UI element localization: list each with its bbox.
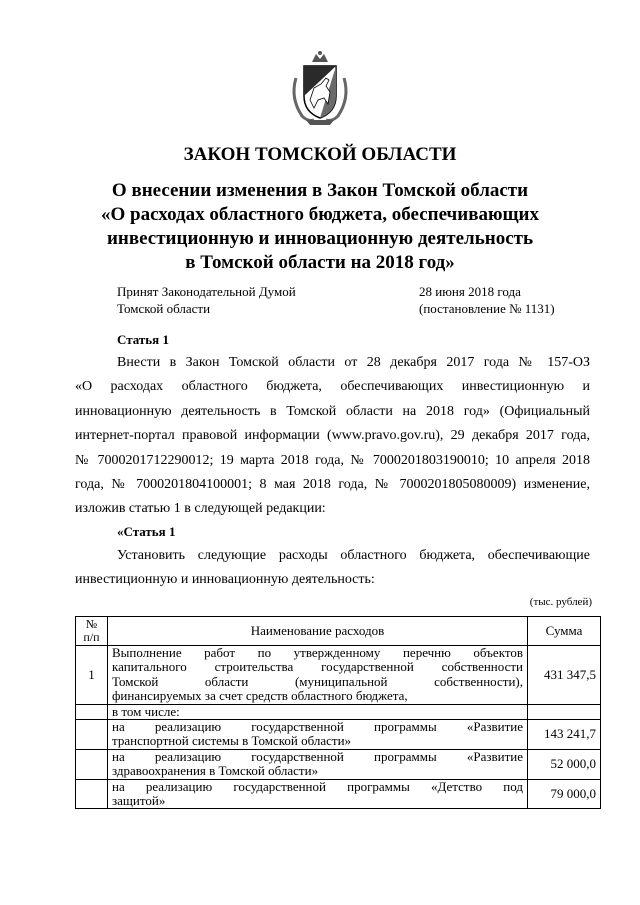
row-sum — [528, 704, 601, 719]
law-subtitle-line: в Томской области на 2018 год» — [185, 252, 455, 273]
row-name — [108, 720, 528, 750]
article-line: «О расходах областного бюджета, обеспечивающих инвестиционную и — [75, 379, 590, 395]
row-number — [76, 749, 108, 779]
row-number — [76, 720, 108, 750]
row-name-line: защитой» — [112, 793, 166, 809]
row-name-line: капитального строительства государственной собственности — [112, 659, 523, 675]
column-header-sum: Сумма — [528, 617, 601, 646]
row-name-line: Томской области (муниципальной собственности), — [112, 673, 523, 689]
adopted-by — [117, 283, 296, 317]
quoted-article-body — [75, 544, 590, 593]
law-subtitle — [96, 179, 544, 275]
article-line: года, № 7000201804100001; 8 мая 2018 года, № 7000201805080009) изменение, — [75, 477, 590, 493]
quoted-article-line: Установить следующие расходы областного бюджета, обеспечивающие — [117, 548, 590, 563]
row-sum: 79 000,0 — [528, 779, 601, 809]
table-row — [76, 704, 601, 719]
row-name-line: на реализацию государственной программы «Развитие — [112, 748, 523, 764]
row-sum: 52 000,0 — [528, 749, 601, 779]
row-name-line: в том числе: — [112, 703, 180, 719]
row-number: 1 — [76, 646, 108, 705]
row-name-line: на реализацию государственной программы «Детство под — [112, 778, 523, 794]
law-subtitle-line: О внесении изменения в Закон Томской области — [111, 180, 529, 201]
table-row — [76, 646, 601, 705]
adoption-date-line: 28 июня 2018 года — [419, 284, 521, 299]
column-header-number: № п/п — [76, 617, 108, 646]
expenses-table — [75, 616, 601, 809]
article-body — [75, 351, 590, 522]
adoption-resolution-line: (постановление № 1131) — [419, 301, 555, 316]
law-subtitle-line: «О расходах областного бюджета, обеспечивающих — [101, 204, 539, 225]
table-row — [76, 749, 601, 779]
row-name — [108, 646, 528, 705]
row-number — [76, 779, 108, 809]
adopted-by-line: Томской области — [117, 301, 211, 316]
row-name-line: финансируемых за счет средств областного бюджета, — [112, 688, 408, 704]
row-name-line: Выполнение работ по утвержденному перечню объектов — [112, 645, 523, 660]
quoted-article-heading: «Статья 1 — [117, 524, 176, 539]
law-title: ЗАКОН ТОМСКОЙ ОБЛАСТИ — [183, 144, 457, 165]
adoption-date — [419, 283, 555, 317]
law-subtitle-line: инвестиционную и инновационную деятельность — [106, 228, 534, 249]
coat-of-arms-emblem — [288, 48, 352, 128]
table-row — [76, 720, 601, 750]
row-sum: 431 347,5 — [528, 646, 601, 705]
row-name — [108, 704, 528, 719]
quoted-article-line: инвестиционную и инновационную деятельность: — [75, 572, 375, 588]
article-heading: Статья 1 — [117, 332, 169, 347]
article-line: № 7000201712290012; 19 марта 2018 года, № 7000201803190010; 10 апреля 2018 — [75, 452, 590, 468]
article-line: интернет-портал правовой информации (www.pravo.gov.ru), 29 декабря 2017 года, — [75, 428, 590, 444]
article-line: Внести в Закон Томской области от 28 декабря 2017 года № 157-ОЗ — [117, 355, 590, 370]
row-name — [108, 749, 528, 779]
article-line: изложив статью 1 в следующей редакции: — [75, 501, 326, 517]
article-line: инновационную деятельность в Томской области на 2018 год» (Официальный — [75, 403, 590, 419]
row-name-line: здравоохранения в Томской области» — [112, 763, 319, 779]
table-header-row — [76, 617, 601, 646]
row-name — [108, 779, 528, 809]
row-number — [76, 704, 108, 719]
table-units: (тыс. рублей) — [529, 596, 592, 608]
table-row — [76, 779, 601, 809]
row-name-line: транспортной системы в Томской области» — [112, 733, 352, 749]
adopted-by-line: Принят Законодательной Думой — [117, 284, 296, 299]
row-sum: 143 241,7 — [528, 720, 601, 750]
column-header-name: Наименование расходов — [108, 617, 528, 646]
row-name-line: на реализацию государственной программы «Развитие — [112, 719, 523, 735]
